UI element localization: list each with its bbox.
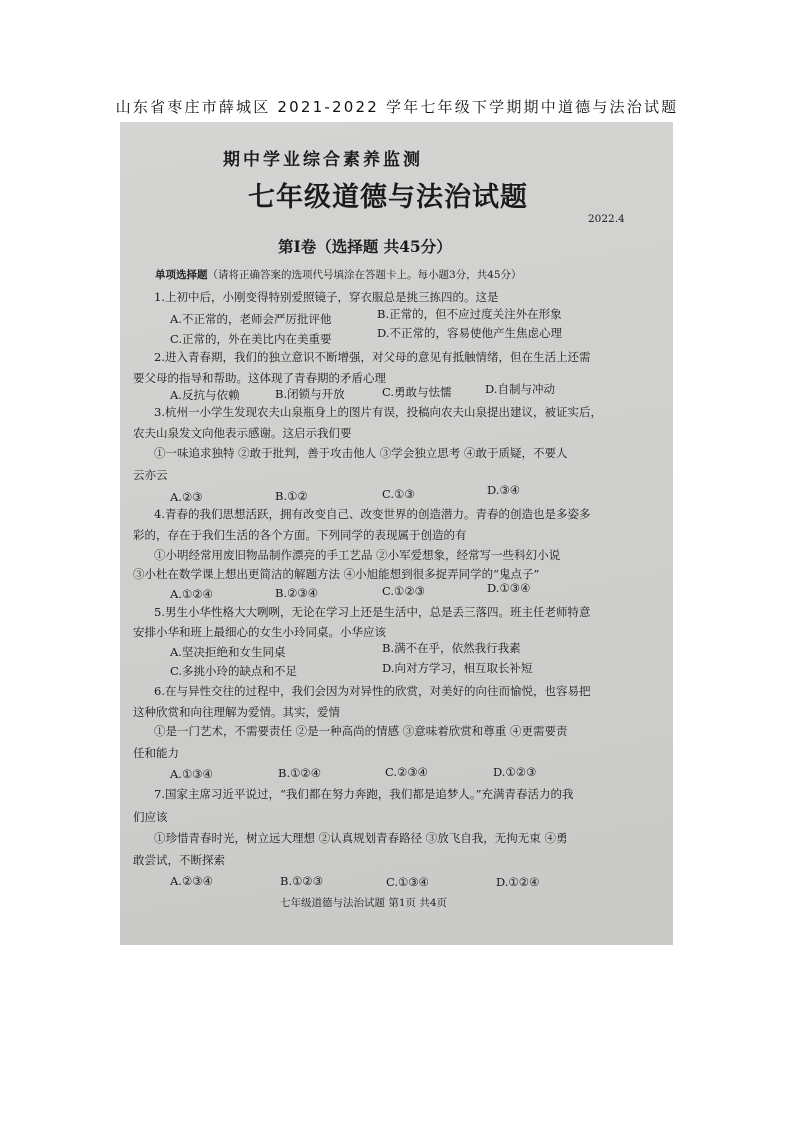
question-7-options-line-2: 敢尝试，不断探索 <box>133 853 225 867</box>
question-3-option-a: A.②③ <box>170 490 203 504</box>
question-2-option-a: A.反抗与依赖 <box>170 388 240 402</box>
exam-date: 2022.4 <box>588 213 625 225</box>
question-3-stem-line-2: 农夫山泉发文向他表示感谢。这启示我们要 <box>133 426 352 440</box>
question-2-stem-line-2: 要父母的指导和帮助。这体现了青春期的矛盾心理 <box>133 371 386 385</box>
question-7-option-b: B.①②③ <box>280 874 324 888</box>
question-4-stem-line-1: 4.青春的我们思想活跃，拥有改变自己、改变世界的创造潜力。青春的创造也是多姿多 <box>154 507 591 521</box>
section-heading: 第Ⅰ卷（选择题 共45分） <box>278 237 452 256</box>
question-7-stem-line-2: 们应该 <box>133 810 168 824</box>
question-1-option-b: B.正常的，但不应过度关注外在形象 <box>377 307 562 321</box>
question-6-option-b: B.①②④ <box>278 766 322 780</box>
question-3-option-d: D.③④ <box>487 483 521 497</box>
question-1-option-c: C.正常的，外在美比内在美重要 <box>170 332 332 346</box>
question-2-option-c: C.勇敢与怯懦 <box>382 385 452 399</box>
question-3-option-b: B.①② <box>275 489 308 503</box>
question-6-option-d: D.①②③ <box>493 765 537 779</box>
question-5-option-b: B.满不在乎，依然我行我素 <box>382 641 521 655</box>
question-2-stem-line-1: 2.进入青春期，我们的独立意识不断增强，对父母的意见有抵触情绪，但在生活上还需 <box>154 350 591 364</box>
question-7-option-c: C.①③④ <box>386 875 429 889</box>
question-6-option-a: A.①③④ <box>170 767 213 781</box>
question-5-stem-line-2: 安排小华和班上最细心的女生小玲同桌。小华应该 <box>133 625 386 639</box>
question-6-option-c: C.②③④ <box>385 765 428 779</box>
question-5-option-a: A.坚决拒绝和女生同桌 <box>170 645 286 659</box>
instructions <box>155 270 522 281</box>
page-footer: 七年级道德与法治试题 第1页 共4页 <box>280 897 448 909</box>
question-3-options-line-1: ①一味追求独特 ②敢于批判，善于攻击他人 ③学会独立思考 ④敢于质疑，不要人 <box>154 446 568 460</box>
question-6-options-line-1: ①是一门艺术，不需要责任 ②是一种高尚的情感 ③意味着欣赏和尊重 ④更需要责 <box>154 724 568 738</box>
question-7-option-d: D.①②④ <box>496 875 540 889</box>
question-2-option-d: D.自制与冲动 <box>485 382 555 396</box>
question-4-option-b: B.②③④ <box>275 586 319 600</box>
question-3-stem-line-1: 3.杭州一小学生发现农夫山泉瓶身上的图片有误，投稿向农夫山泉提出建议，被证实后， <box>154 405 602 419</box>
question-5-option-c: C.多挑小玲的缺点和不足 <box>170 664 298 678</box>
question-5-stem-line-1: 5.男生小华性格大大咧咧，无论在学习上还是生活中，总是丢三落四。班主任老师特意 <box>154 605 591 619</box>
question-4-option-c: C.①②③ <box>382 584 425 598</box>
question-4-options-line-2: ③小杜在数学课上想出更简洁的解题方法 ④小旭能想到很多捉弄同学的“鬼点子” <box>133 567 540 581</box>
exam-title: 七年级道德与法治试题 <box>248 182 528 213</box>
question-7-stem-line-1: 7.国家主席习近平说过，“我们都在努力奔跑，我们都是追梦人。”充满青春活力的我 <box>154 787 574 801</box>
question-2-option-b: B.闭锁与开放 <box>275 387 345 401</box>
question-6-stem-line-2: 这种欣赏和向往理解为爱情。其实，爱情 <box>133 705 340 719</box>
instructions-text: （请将正确答案的选项代号填涂在答题卡上。每小题3分，共45分） <box>207 269 522 281</box>
question-3-option-c: C.①③ <box>382 487 415 501</box>
question-4-stem-line-2: 彩的，存在于我们生活的各个方面。下列同学的表现属于创造的有 <box>133 528 467 542</box>
question-6-stem-line-1: 6.在与异性交往的过程中，我们会因为对异性的欣赏，对美好的向往而愉悦，也容易把 <box>154 684 591 698</box>
question-1-option-a: A.不正常的，老师会严厉批评他 <box>170 312 332 326</box>
question-1-option-d: D.不正常的，容易使他产生焦虑心理 <box>377 326 562 340</box>
exam-header: 期中学业综合素养监测 <box>223 150 423 170</box>
question-5-option-d: D.向对方学习，相互取长补短 <box>382 661 533 675</box>
question-4-options-line-1: ①小明经常用废旧物品制作漂亮的手工艺品 ②小军爱想象，经常写一些科幻小说 <box>154 548 561 562</box>
exam-paper-photo <box>120 122 673 945</box>
question-1-stem: 1.上初中后，小刚变得特别爱照镜子，穿衣服总是挑三拣四的。这是 <box>154 290 499 304</box>
document-title: 山东省枣庄市薛城区 2021-2022 学年七年级下学期期中道德与法治试题 <box>115 98 679 116</box>
question-7-option-a: A.②③④ <box>170 874 213 888</box>
question-4-option-d: D.①③④ <box>487 581 531 595</box>
question-6-options-line-2: 任和能力 <box>133 746 179 760</box>
instructions-label: 单项选择题 <box>155 269 208 281</box>
question-7-options-line-1: ①珍惜青春时光，树立远大理想 ②认真规划青春路径 ③放飞自我，无拘无束 ④勇 <box>154 831 568 845</box>
question-4-option-a: A.①②④ <box>170 587 213 601</box>
question-3-options-line-2: 云亦云 <box>133 468 168 482</box>
